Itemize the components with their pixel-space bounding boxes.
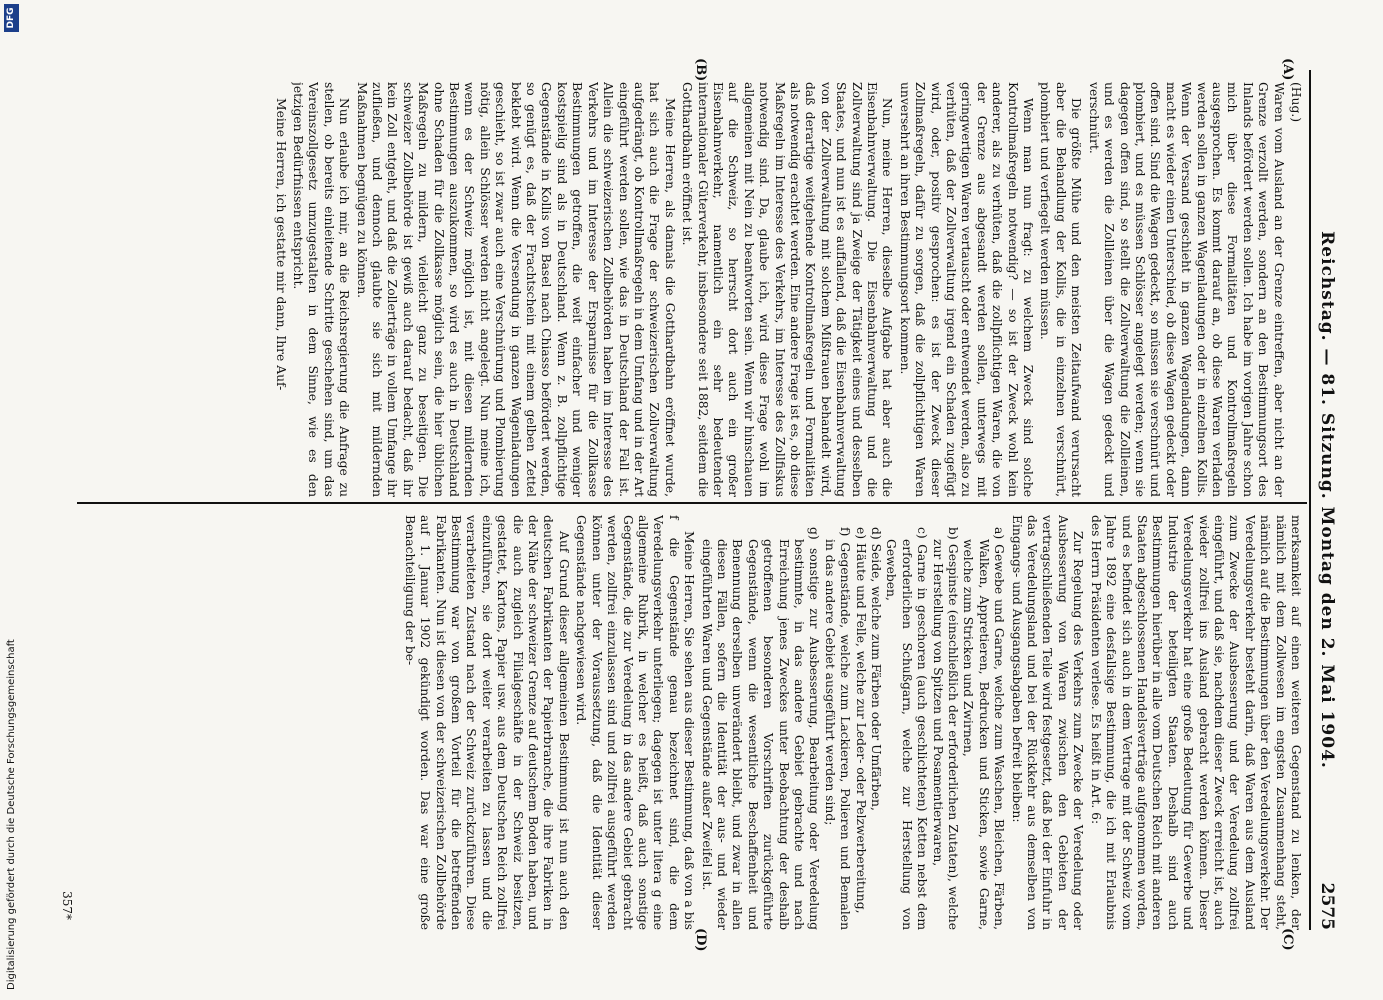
credit-text: Digitalisierung gefördert durch die Deutsche Forschungsgemeinschaft <box>6 639 17 990</box>
paragraph: Meine Herren, Sie sehen aus dieser Bestimmung, daß von a bis f die Gegenstände genau bezeichnet sind, die dem Veredelungsverkehr unterliegen; dagegen ist unter litera g eine allgemeine Rubrik, in welcher es heißt, daß auch sonstige Gegenstände, die zur Veredelung in das andere Gebiet gebracht werden, zollfrei einzulassen sind und zollfrei ausgeführt werden können unter der Voraussetzung, daß die Identität dieser Gegenstände nachgewiesen wird. <box>574 515 697 930</box>
column-divider <box>77 502 1307 504</box>
dfg-logo: DFG <box>4 4 19 32</box>
page-header <box>1309 70 1345 930</box>
digitization-credit <box>0 0 24 1000</box>
list-item: g) sonstige zur Ausbesserung, Bearbeitung oder Veredelung bestimmte, in das andere Gebiet gebrachte und nach Erreichung jenes Zweckes unter Beobachtung der deshalb getroffenen besonderen Vorschriften zurückgeführte Gegenstände, wenn die wesentliche Beschaffenheit und Benennung derselben unverändert bleibt, und zwar in allen diesen Fällen, sofern die Identität der aus- und wieder eingeführten Waren und Gegenstände außer Zweifel ist. <box>699 527 822 930</box>
paragraph: Meine Herren, ich gestatte mir dann, Ihre Auf- <box>273 98 288 391</box>
footer-page-number: 357* <box>60 891 74 920</box>
right-column <box>83 515 1303 930</box>
paragraph: Meine Herren, als damals die Gotthardbahn eröffnet wurde, hat sich auch die Frage der schweizerischen Zollverwaltung aufgedrängt, ob Kontrollmaßregeln in dem Umfang und in der Art eingeführt werden sollen, wie das in Deutschland der Fall ist. Allein die schweizerischen Zollbehörden haben im Interesse des Verkehrs und im Interesse der Ersparnisse für die Zollkasse Bestimmungen getroffen, die weit einfacher und weniger kostspielig sind als in Deutschland. Wenn z. B. zollpflichtige Gegenstände in Kollis von Basel nach Chiasso befördert werden, so genügt es, daß der Frachtschein mit einem gelben Zettel beklebt wird. Wenn die Versendung in ganzen Wagenladungen geschieht, so ist zwar auch eine Verschnürung und Plombierung nötig, allein Schlösser werden nicht angelegt. Nun meine ich, wenn es der Schweiz möglich ist, mit diesen mildernden Bestimmungen auszukommen, so wird es auch in Deutschland ohne Schaden für die Zollkasse möglich sein, die hier üblichen Maßregeln zu mildern, vielleicht ganz zu beseitigen. Die schweizer Zollbehörde ist gewiß auch darauf bedacht, daß ihr kein Zoll entgeht, und daß die Zollerträge in vollem Umfange ihr zufließen, und dennoch glaubte sie sich mit mildernden Maßnahmen begnügen zu können. <box>354 82 677 497</box>
paragraph: Nun erlaube ich mir, an die Reichsregierung die Anfrage zu stellen, ob bereits einleitende Schritte geschehen sind, um das Vereinszollgesetz umzugestalten in dem Sinne, wie es den jetzigen Bedürfnissen entspricht. <box>291 82 352 497</box>
paragraph: Auf Grund dieser allgemeinen Bestimmung ist nun auch den deutschen Fabrikanten der Papierbranche, die ihre Fabriken in der Nähe der schweizer Grenze auf deutschem Boden haben, und die auch zugleich Filialgeschäfte in der Schweiz besitzen, gestattet, Kartons, Papier usw. aus dem Deutschen Reich zollfrei einzuführen, sie dort weiter verarbeiten zu lassen und die verarbeiteten Zustand nach der Schweiz zurückzuführen. Diese Bestimmung war von großem Vorteil für die betreffenden Fabrikanten. Nun ist diesen von der schweizerischen Zollbehörde auf 1. Januar 1902 gekündigt worden. Das war eine große Benachteiligung der be- <box>402 515 571 930</box>
speaker-tag: (Hug.) <box>1289 82 1303 123</box>
list-item: a) Gewebe und Garne, welche zum Waschen, Bleichen, Färben, Walken, Appretieren, Bedrucken und Sticken, sowie Garne, welche zum Stricken und Zwirnen, <box>961 527 1007 930</box>
left-column <box>83 82 1303 497</box>
header-page-number: 2575 <box>1317 882 1337 930</box>
quoted-item-list <box>698 515 1006 930</box>
paragraph: Nun, meine Herren, dieselbe Aufgabe hat aber auch die Eisenbahnverwaltung. Die Eisenbahnverwaltung und die Zollverwaltung sind ja Zweige der Tätigkeit eines und desselben Staates, und nun ist es auffallend, daß die Eisenbahnverwaltung von der Zollverwaltung mit solchem Mißtrauen behandelt wird, daß derartige weitgehende Kontrollmaßregeln und Formalitäten als notwendig erachtet werden. Eine andere Frage ist es, ob diese Maßregeln im Interesse des Verkehrs, im Interesse des Zollfiskus notwendig sind. Da, glaube ich, wird diese Frage wohl im allgemeinen mit Nein zu beantworten sein. Wenn wir hinschauen auf die Schweiz, so herrscht dort auch ein großer Eisenbahnverkehr, namentlich ein sehr bedeutender internationaler Güterverkehr, insbesondere seit 1882, seitdem die Gotthardbahn eröffnet ist. <box>680 82 895 497</box>
margin-letter-c: (C) <box>1280 928 1295 951</box>
list-item: d) Seide, welche zum Färben oder Umfärben, <box>869 527 884 811</box>
list-item: c) Garne in geschoren (auch geschlichteten) Ketten nebst dem erforderlichen Schußgarn, welche zur Herstellung von Geweben, <box>884 527 930 930</box>
margin-letter-a: (A) <box>1280 58 1295 81</box>
margin-letter-b: (B) <box>693 58 708 82</box>
paragraph: Die größte Mühe und den meisten Zeitaufwand verursacht aber die Behandlung der Kollis, die in einzelnen verschnürt, plombiert und verfiegelt werden müssen. <box>1038 82 1084 497</box>
paragraph: merksamkeit auf einen weiteren Gegenstand zu lenken, der nämlich mit dem Zollwesen im engsten Zusammenhang steht, nämlich auf die Bestimmungen über den Veredelungsverkehr. Der Veredelungsverkehr besteht darin, daß Waren aus dem Ausland zum Zwecke der Ausbesserung und der Veredelung zollfrei eingeführt, und daß sie, nachdem dieser Zweck erreicht ist, auch wieder zollfrei ins Ausland gebracht werden können. Dieser Veredelungsverkehr hat eine große Bedeutung für Gewerbe und Industrie der beteiligten Staaten. Deshalb sind auch Bestimmungen hierüber in alle vom Deutschen Reich mit anderen Staaten abgeschlossenen Handelsverträge aufgenommen worden, und es befindet sich auch in dem Vertrage mit der Schweiz vom Jahre 1892 eine desfallsige Bestimmung, die ich mit Erlaubnis des Herrn Präsidenten verlese. Es heißt in Art. 6: <box>1088 515 1303 930</box>
margin-letter-d: (D) <box>693 928 708 952</box>
list-item: b) Gespinste (einschließlich der erforderlichen Zutaten), welche zur Herstellung von Spitzen und Posamentierwaren, <box>930 527 961 930</box>
paragraph: Wenn man nun fragt: zu welchem Zweck sind solche Kontrollmaßregeln notwendig? — so ist der Zweck wohl kein anderer, als zu verhüten, daß die zollpflichtigen Waren, die von der Grenze aus abgesandt werden sollen, unterwegs mit geringwertigen Waren vertauscht oder entwendet werden, also zu verhüten, daß der Zollverwaltung irgend ein Schaden zugefügt wird, oder, positiv gesprochen: es ist der Zweck dieser Zollmaßregeln, dafür zu sorgen, daß die zollpflichtigen Waren unversehrt an ihren Bestimmungsort kommen. <box>897 82 1036 497</box>
quoted-paragraph: Zur Regelung des Verkehrs zum Zwecke der Veredelung oder Ausbesserung von Waren zwischen den Gebieten der vertragschließenden Teile wird festgesetzt, daß bei der Einfuhr in das Veredelungsland und bei der Rückkehr aus demselben von Eingangs- und Ausgangsabgaben befreit bleiben: <box>1009 515 1086 930</box>
list-item: f) Gegenstände, welche zum Lackieren, Polieren und Bemalen in das andere Gebiet ausgeführt werden sind; <box>822 527 853 930</box>
paragraph: Waren vom Ausland an der Grenze eintreffen, aber nicht an der Grenze verzollt werden, sondern an den Bestimmungsort des Inlands befördert werden sollen. Ich habe im vorigen Jahre schon mich über diese Formalitäten und Kontrollmaßregeln ausgesprochen. Es kommt darauf an, ob diese Waren verladen werden sollen in ganzen Wagenladungen oder in einzelnen Kollis. Wenn der Versand geschieht in ganzen Wagenladungen, dann macht es wieder einen Unterschied, ob diese Wagen gedeckt oder offen sind. Sind die Wagen gedeckt, so müssen sie verschnürt und plombiert, und es müssen Schlösser angelegt werden; wenn sie dagegen offen sind, so stellt die Zollverwaltung die Zollleinen, und es werden die Zollleinen über die Wagen gedeckt und verschnürt. <box>1086 82 1286 497</box>
list-item: e) Häute und Felle, welche zur Leder- oder Pelzwerbereitung, <box>853 527 868 914</box>
header-title: Reichstag. — 81. Sitzung. Montag den 2. Mai 1904. <box>1317 231 1337 769</box>
